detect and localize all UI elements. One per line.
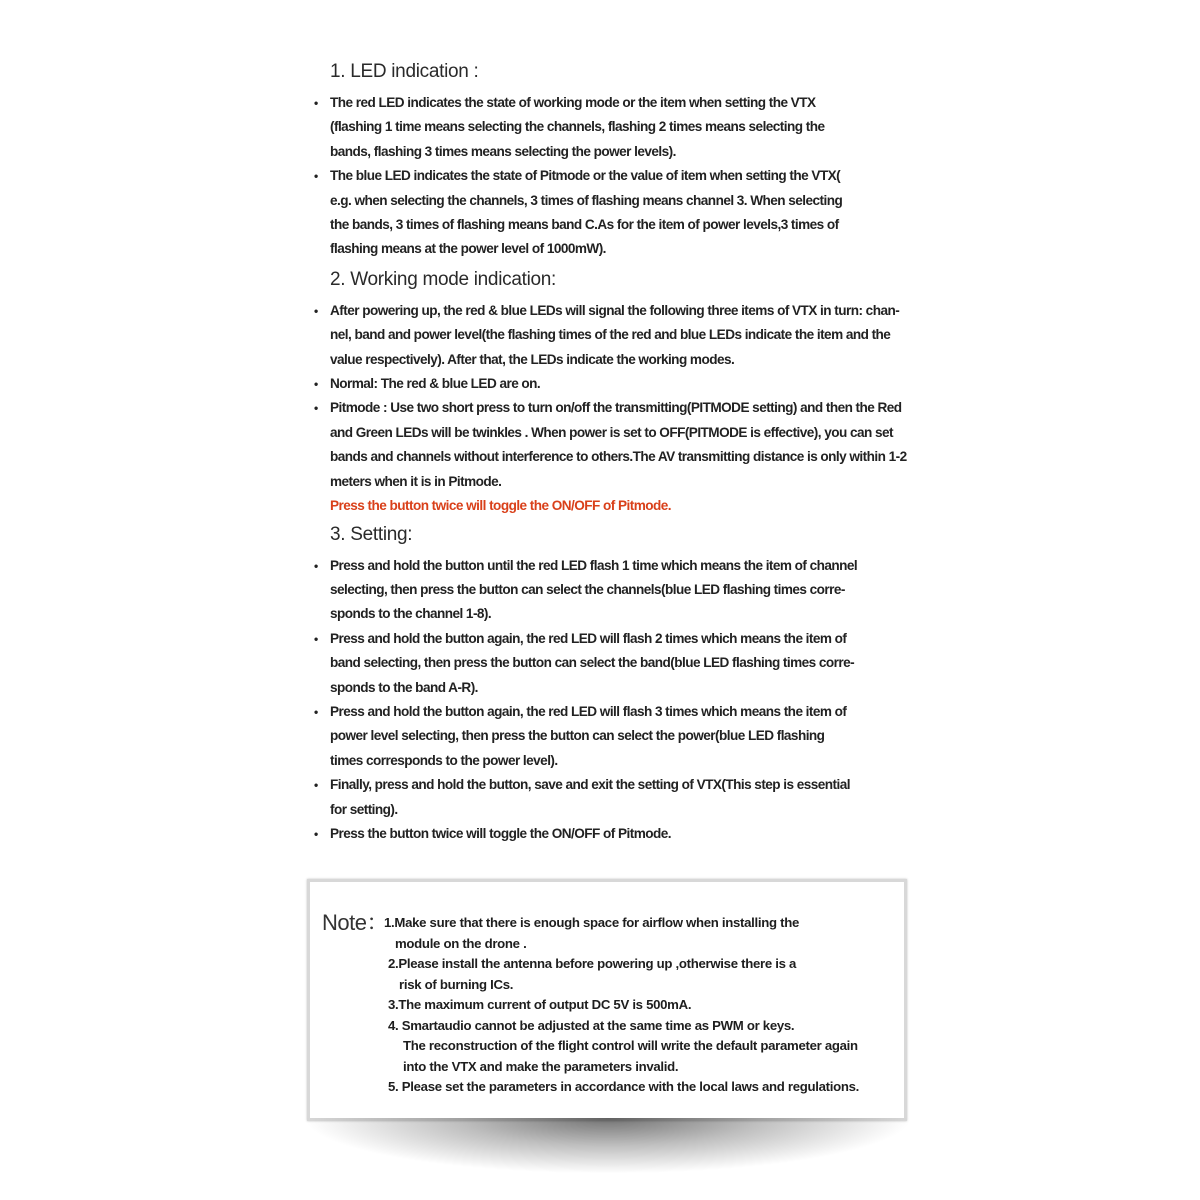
note-item-text: 4. Smartaudio cannot be adjusted at the same time as PWM or keys. <box>388 1017 795 1033</box>
list-item-text: Finally, press and hold the button, save and exit the setting of VTX(This step is essential for setting). <box>330 777 850 817</box>
section-heading: 3. Setting: <box>330 523 413 545</box>
list-item <box>312 700 932 773</box>
note-item-continuation: module on the drone . <box>395 935 527 951</box>
bullet-icon: • <box>314 169 318 184</box>
instructions-content <box>312 58 932 848</box>
list-item <box>312 773 932 822</box>
section-heading: 1. LED indication : <box>330 61 479 82</box>
section-led-indication <box>312 58 932 262</box>
list-item-text: Pitmode : Use two short press to turn on/off the transmitting(PITMODE setting) and then the Red and Green LEDs will be twinkles . When power is set to OFF(PITMODE is effective), you can set bands and channels without interference to others.The AV transmitting distance is only within 1-2 meters when it is in Pitmode. <box>330 400 907 489</box>
list-item <box>312 299 932 372</box>
note-item <box>384 995 884 1016</box>
bullet-icon: • <box>314 96 318 110</box>
list-item-text: The red LED indicates the state of working mode or the item when setting the VTX (flashing 1 time means selecting the channels, flashing 2 times means selecting the bands, flashing 3 times means selecting the power levels). <box>330 95 825 159</box>
note-item-continuation: risk of burning ICs. <box>399 976 514 992</box>
bullet-icon: • <box>314 377 318 392</box>
note-item <box>384 954 884 995</box>
note-item <box>384 1016 884 1078</box>
bullet-icon: • <box>314 558 318 573</box>
note-list <box>384 913 884 1098</box>
note-box <box>307 879 907 1121</box>
note-item <box>384 1077 884 1098</box>
note-item-continuation: The reconstruction of the flight control will write the default parameter again into the VTX and make the parameters invalid. <box>403 1038 858 1074</box>
bullet-icon: • <box>314 401 318 416</box>
note-item-text: 1.Make sure that there is enough space for airflow when installing the <box>384 915 800 930</box>
list-item-text: After powering up, the red & blue LEDs will signal the following three items of VTX in turn: chan-nel, band and power level(the flashing times of the red and blue LEDs indicate the item and the value respectively). After that, the LEDs indicate the working modes. <box>330 302 900 367</box>
list-item <box>312 164 932 262</box>
bullet-icon: • <box>314 631 318 646</box>
list-item <box>312 627 932 700</box>
list-item-text: Normal: The red & blue LED are on. <box>330 376 541 392</box>
list-item-text: Press the button twice will toggle the ON/OFF of Pitmode. <box>330 825 671 841</box>
note-box-shadow <box>302 1118 914 1174</box>
list-item-text: Press and hold the button until the red LED flash 1 time which means the item of channel selecting, then press the button can select the channels(blue LED flashing times corre-sponds to the channel 1-8). <box>330 557 858 622</box>
list-item-text: The blue LED indicates the state of Pitmode or the value of item when setting the VTX( e.g. when selecting the channels, 3 times of flashing means channel 3. When selecting the bands, 3 times of flashing means band C.As for the item of power levels,3 times of flashing means at the power level of 1000mW). <box>330 168 843 257</box>
list-item-text: Press and hold the button again, the red LED will flash 3 times which means the item of power level selecting, then press the button can select the power(blue LED flashing times corresponds to the power level). <box>330 703 847 768</box>
list-item <box>312 91 932 164</box>
list-item <box>312 372 932 396</box>
note-item <box>384 913 884 954</box>
note-item-text: 2.Please install the antenna before powering up ,otherwise there is a <box>388 956 797 971</box>
section-setting <box>312 521 932 847</box>
bullet-icon: • <box>314 704 318 719</box>
bullet-icon: • <box>314 303 318 318</box>
list-item-text: Press and hold the button again, the red LED will flash 2 times which means the item of band selecting, then press the button can select the band(blue LED flashing times corre-sponds to the band A-R). <box>330 630 855 695</box>
section-heading: 2. Working mode indication: <box>330 268 557 290</box>
bullet-icon: • <box>314 778 318 793</box>
list-item <box>312 822 932 846</box>
list-item <box>312 396 932 494</box>
note-item-text: 5. Please set the parameters in accordance with the local laws and regulations. <box>388 1079 860 1094</box>
note-item-text: 3.The maximum current of output DC 5V is 500mA. <box>388 997 692 1012</box>
note-label: Note： <box>322 910 388 935</box>
pitmode-toggle-note: Press the button twice will toggle the ON/OFF of Pitmode. <box>330 498 671 514</box>
list-item <box>312 554 932 627</box>
section-working-mode <box>312 266 932 519</box>
bullet-icon: • <box>314 826 318 841</box>
